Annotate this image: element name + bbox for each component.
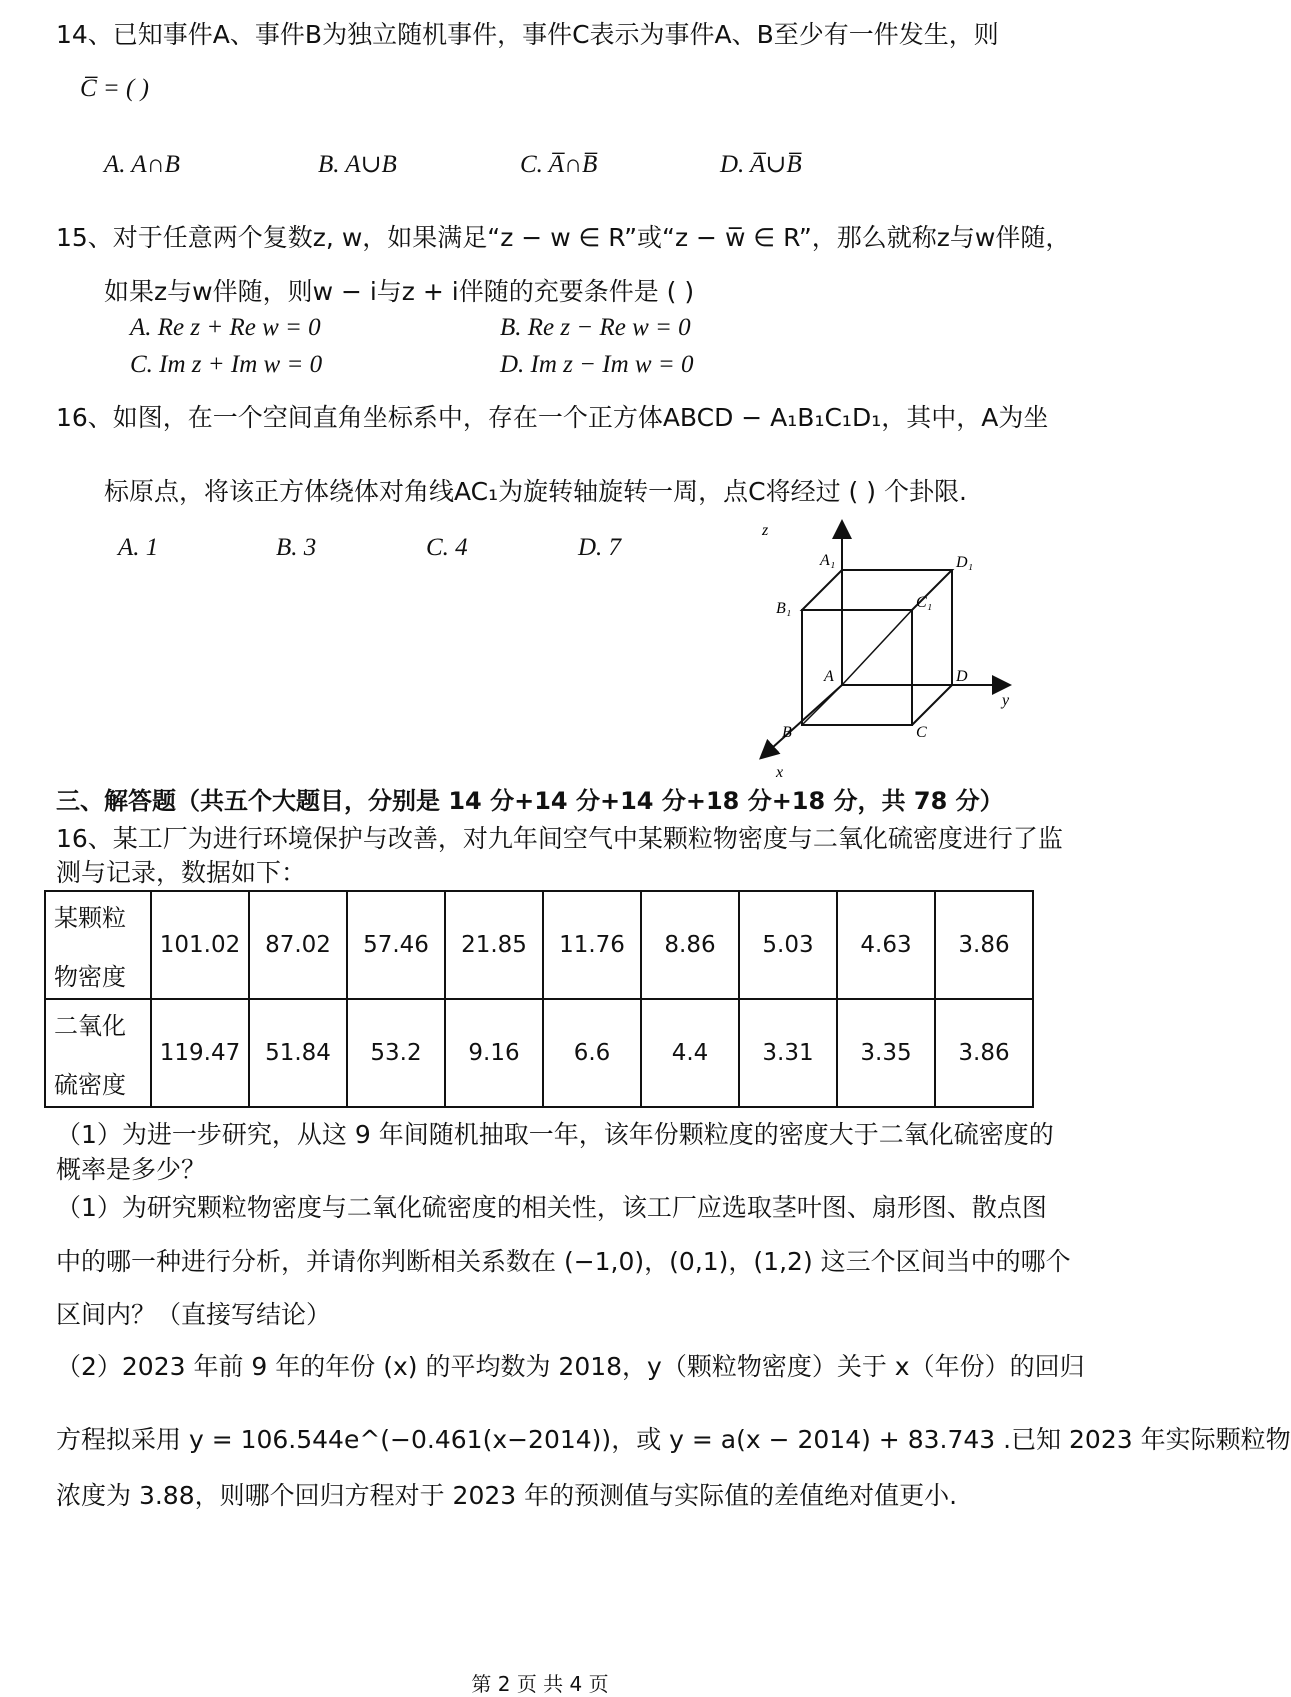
data-table — [44, 890, 1034, 1108]
table-cell: 53.2 — [347, 999, 445, 1107]
label-b1: B₁ — [776, 600, 792, 617]
edge-dc — [912, 685, 952, 725]
table-cell: 21.85 — [445, 891, 543, 999]
label-b: B — [782, 724, 792, 741]
q16-option-b: B. 3 — [276, 534, 317, 561]
table-row — [45, 999, 1033, 1107]
part3-line1: （2）2023 年前 9 年的年份 (x) 的平均数为 2018，y（颗粒物密度）关于 x（年份）的回归 — [56, 1352, 1085, 1381]
table-cell: 6.6 — [543, 999, 641, 1107]
table-row — [45, 891, 1033, 999]
part3-line3: 浓度为 3.88，则哪个回归方程对于 2023 年的预测值与实际值的差值绝对值更小. — [56, 1481, 958, 1510]
table-cell: 3.86 — [935, 999, 1033, 1107]
q16-intro-line2: 测与记录，数据如下： — [56, 858, 307, 887]
label-c1: C₁ — [916, 594, 933, 611]
q16-option-d: D. 7 — [578, 534, 622, 561]
label-d: D — [956, 668, 968, 685]
q16-stem-line1: 16、如图，在一个空间直角坐标系中，存在一个正方体ABCD − A₁B₁C₁D₁，其中，A为坐 — [56, 403, 1049, 432]
q15-option-a: A. Re z + Re w = 0 — [130, 314, 321, 341]
label-x: x — [776, 764, 784, 781]
label-z: z — [762, 522, 769, 539]
page-footer: 第 2 页 共 4 页 — [471, 1672, 609, 1696]
q14-option-a: A. A∩B — [104, 151, 180, 178]
table-cell: 51.84 — [249, 999, 347, 1107]
q14-option-b: B. A∪B — [318, 151, 397, 178]
diagonal-ac1 — [842, 610, 912, 685]
q16-option-a: A. 1 — [118, 534, 159, 561]
cube-figure — [740, 515, 1020, 785]
edge-ab — [802, 685, 842, 725]
q14-option-c: C. A̅∩B̅ — [520, 151, 598, 178]
q15-option-d: D. Im z − Im w = 0 — [500, 351, 694, 378]
table-cell: 4.4 — [641, 999, 739, 1107]
part1-line2: 概率是多少？ — [56, 1155, 207, 1184]
row2-label: 二氧化 硫密度 — [45, 999, 151, 1107]
part2-line3: 区间内？（直接写结论） — [56, 1300, 332, 1329]
q14-stem-line1: 14、已知事件A、事件B为独立随机事件，事件C表示为事件A、B至少有一件发生，则 — [56, 20, 999, 49]
table-cell: 3.86 — [935, 891, 1033, 999]
q14-stem-line2: C̅ = ( ) — [80, 75, 149, 102]
q15-option-c: C. Im z + Im w = 0 — [130, 351, 323, 378]
label-y: y — [1002, 692, 1010, 709]
table-cell: 3.35 — [837, 999, 935, 1107]
table-cell: 57.46 — [347, 891, 445, 999]
table-cell: 9.16 — [445, 999, 543, 1107]
row1-label: 某颗粒 物密度 — [45, 891, 151, 999]
q16-stem-line2: 标原点，将该正方体绕体对角线AC₁为旋转轴旋转一周，点C将经过 ( ) 个卦限. — [104, 477, 967, 506]
part1-line1: （1）为进一步研究，从这 9 年间随机抽取一年，该年份颗粒度的密度大于二氧化硫密度的 — [56, 1120, 1054, 1149]
label-a: A — [824, 668, 834, 685]
table-cell: 4.63 — [837, 891, 935, 999]
part3-line2: 方程拟采用 y = 106.544e^(−0.461(x−2014))，或 y = a(x − 2014) + 83.743 .已知 2023 年实际颗粒物 — [56, 1425, 1291, 1454]
table-cell: 119.47 — [151, 999, 249, 1107]
part2-line1: （1）为研究颗粒物密度与二氧化硫密度的相关性，该工厂应选取茎叶图、扇形图、散点图 — [56, 1193, 1047, 1222]
label-d1: D₁ — [956, 554, 974, 571]
q15-stem-line1: 15、对于任意两个复数z, w，如果满足“z − w ∈ R”或“z − w̅ ∈ R”，那么就称z与w伴随， — [56, 223, 1071, 252]
table-cell: 5.03 — [739, 891, 837, 999]
label-c: C — [916, 724, 927, 741]
label-a1: A₁ — [820, 552, 836, 569]
q14-option-d: D. A̅∪B̅ — [720, 151, 802, 178]
table-cell: 8.86 — [641, 891, 739, 999]
part2-line2: 中的哪一种进行分析，并请你判断相关系数在 (−1,0)，(0,1)，(1,2) 这三个区间当中的哪个 — [56, 1247, 1071, 1276]
q15-stem-line2: 如果z与w伴随，则w − i与z + i伴随的充要条件是 ( ) — [104, 277, 695, 306]
q15-option-b: B. Re z − Re w = 0 — [500, 314, 691, 341]
q16-option-c: C. 4 — [426, 534, 468, 561]
table-cell: 11.76 — [543, 891, 641, 999]
section3-title: 三、解答题（共五个大题目，分别是 14 分+14 分+14 分+18 分+18 分，共 78 分） — [56, 787, 1004, 815]
table-cell: 87.02 — [249, 891, 347, 999]
q16-intro-line1: 16、某工厂为进行环境保护与改善，对九年间空气中某颗粒物密度与二氧化硫密度进行了监 — [56, 824, 1063, 853]
table-cell: 3.31 — [739, 999, 837, 1107]
table-cell: 101.02 — [151, 891, 249, 999]
